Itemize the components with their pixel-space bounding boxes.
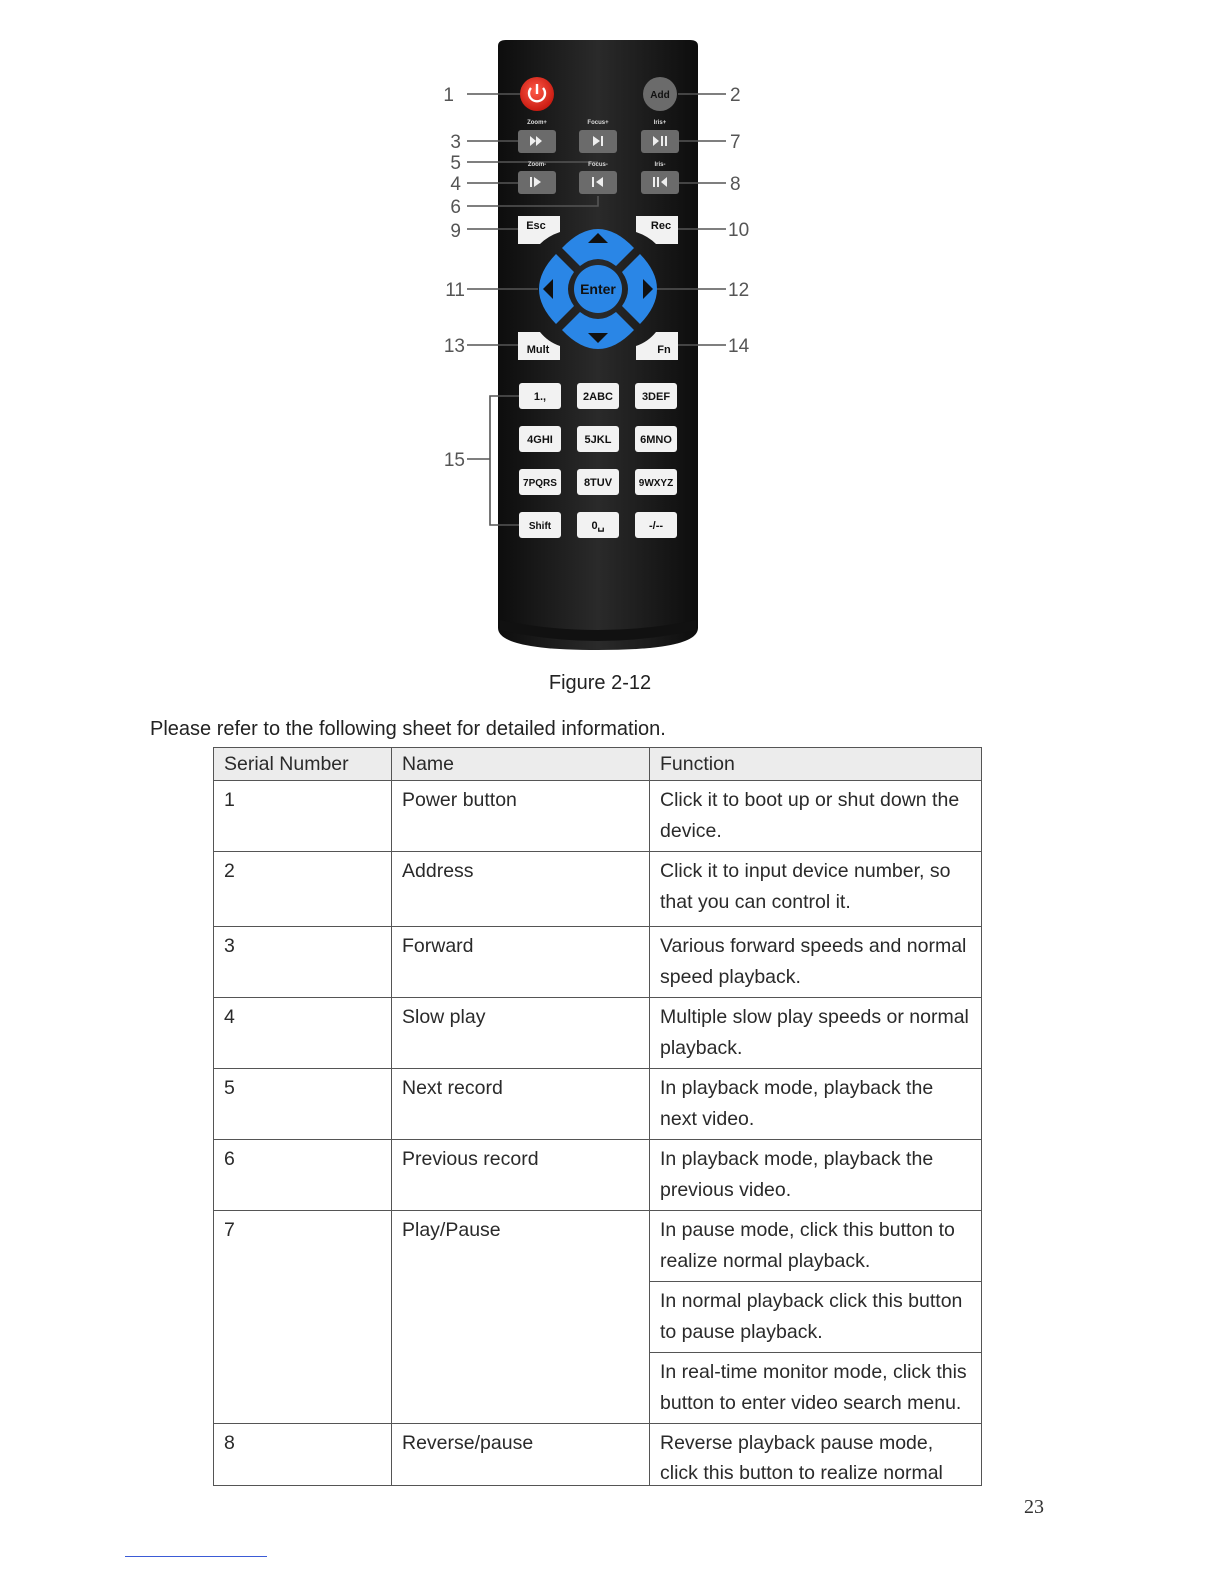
key-6-label: 6MNO: [640, 434, 672, 446]
key-6[interactable]: [635, 426, 677, 452]
callout-9: 9: [450, 221, 461, 242]
enter-label: Enter: [580, 281, 616, 297]
row-name: Slow play: [392, 998, 650, 1069]
svg-text:Rec: Rec: [650, 220, 672, 232]
key-0-label: 0␣: [591, 520, 605, 532]
row-number: 5: [214, 1069, 392, 1140]
footnote-separator: [125, 1556, 267, 1557]
row-name: Previous record: [392, 1140, 650, 1211]
dash-key[interactable]: [635, 512, 677, 538]
svg-text:Focus-: Focus-: [588, 162, 608, 168]
callout-12: 12: [728, 280, 750, 301]
svg-text:Zoom+: Zoom+: [527, 120, 547, 126]
key-2[interactable]: [577, 383, 619, 409]
forward-button[interactable]: [518, 130, 556, 153]
callout-5: 5: [450, 153, 461, 174]
row-number: 4: [214, 998, 392, 1069]
callout-11: 11: [445, 280, 465, 301]
table-header-row: [214, 748, 982, 781]
slow-play-button[interactable]: [518, 171, 556, 194]
row-name: Forward: [392, 927, 650, 998]
key-1-label: 1.,: [533, 391, 547, 403]
row-name: Power button: [392, 781, 650, 852]
row-function: Reverse playback pause mode,: [650, 1424, 982, 1486]
key-8-label: 8TUV: [583, 477, 613, 489]
reverse-pause-button[interactable]: [641, 171, 679, 194]
callout-6: 6: [450, 197, 461, 218]
svg-text:Iris+: Iris+: [653, 120, 667, 126]
next-record-button[interactable]: [579, 130, 617, 153]
svg-text:Mult: Mult: [526, 344, 550, 356]
row-function: In playback mode, playback the next video.: [650, 1069, 982, 1140]
row-function: In playback mode, playback the previous video.: [650, 1140, 982, 1211]
table-row: [214, 1211, 982, 1282]
table-row: [214, 998, 982, 1069]
remote-control-illustration: [0, 0, 1224, 670]
table-row: [214, 781, 982, 852]
add-button[interactable]: [643, 77, 677, 111]
row-function: Click it to boot up or shut down the device.: [650, 781, 982, 852]
callout-3: 3: [450, 132, 461, 153]
key-9[interactable]: [635, 469, 677, 495]
figure-caption: Figure 2-12: [548, 672, 652, 694]
row-number: 8: [214, 1424, 392, 1486]
row-function: In pause mode, click this button to realize normal playback.: [650, 1211, 982, 1282]
row-number: 6: [214, 1140, 392, 1211]
key-4-label: 4GHI: [527, 434, 553, 446]
header-name: Name: [392, 748, 650, 781]
header-serial-number: Serial Number: [214, 748, 392, 781]
callout-13: 13: [443, 336, 465, 357]
key-3[interactable]: [635, 383, 677, 409]
callout-15: 15: [443, 450, 465, 471]
row-name: Reverse/pause: [392, 1424, 650, 1486]
intro-text: Please refer to the following sheet for detailed information.: [150, 718, 666, 740]
callout-14: 14: [728, 336, 750, 357]
key-2-label: 2ABC: [583, 391, 613, 403]
table-row: [214, 1069, 982, 1140]
shift-key[interactable]: [519, 512, 561, 538]
row-name: Address: [392, 852, 650, 927]
key-5-label: 5JKL: [584, 434, 612, 446]
callout-8: 8: [730, 174, 741, 195]
table-overflow-text: click this button to realize normal: [660, 1462, 943, 1484]
remote-functions-table: [213, 747, 982, 1486]
row-function: Various forward speeds and normal speed playback.: [650, 927, 982, 998]
key-9-label: 9WXYZ: [638, 478, 674, 489]
row-function: In real-time monitor mode, click this button to enter video search menu.: [650, 1353, 982, 1424]
row-number: 3: [214, 927, 392, 998]
callout-7: 7: [730, 132, 741, 153]
row-function: Click it to input device number, so that you can control it.: [650, 852, 982, 927]
svg-text:Zoom-: Zoom-: [527, 162, 547, 168]
key-5[interactable]: [577, 426, 619, 452]
previous-record-button[interactable]: [579, 171, 617, 194]
table-row: [214, 1140, 982, 1211]
key-3-label: 3DEF: [641, 391, 671, 403]
svg-text:Focus+: Focus+: [587, 120, 609, 126]
key-4[interactable]: [519, 426, 561, 452]
row-function: Multiple slow play speeds or normal playback.: [650, 998, 982, 1069]
header-function: Function: [650, 748, 982, 781]
table-row: [214, 852, 982, 927]
page-number: 23: [1024, 1496, 1044, 1518]
remote-control-figure: [0, 0, 1224, 670]
key-7-label: 7PQRS: [523, 478, 557, 489]
key-0[interactable]: [577, 512, 619, 538]
svg-text:Fn: Fn: [657, 344, 671, 356]
dash-key-label: -/--: [648, 520, 664, 532]
svg-text:Esc: Esc: [526, 220, 546, 232]
row-number: 7: [214, 1211, 392, 1424]
key-1[interactable]: [519, 383, 561, 409]
row-function: In normal playback click this button to pause playback.: [650, 1282, 982, 1353]
row-name: Next record: [392, 1069, 650, 1140]
row-number: 1: [214, 781, 392, 852]
callout-4: 4: [450, 174, 461, 195]
svg-text:Iris-: Iris-: [654, 162, 666, 168]
power-button[interactable]: [520, 77, 554, 111]
callout-10: 10: [728, 220, 750, 241]
callout-1: 1: [443, 85, 454, 106]
key-7[interactable]: [519, 469, 561, 495]
row-name: Play/Pause: [392, 1211, 650, 1424]
key-8[interactable]: [577, 469, 619, 495]
play-pause-button[interactable]: [641, 130, 679, 153]
table-row: [214, 927, 982, 998]
callout-2: 2: [730, 85, 741, 106]
shift-key-label: Shift: [528, 521, 552, 532]
row-number: 2: [214, 852, 392, 927]
add-button-label: Add: [650, 90, 670, 101]
